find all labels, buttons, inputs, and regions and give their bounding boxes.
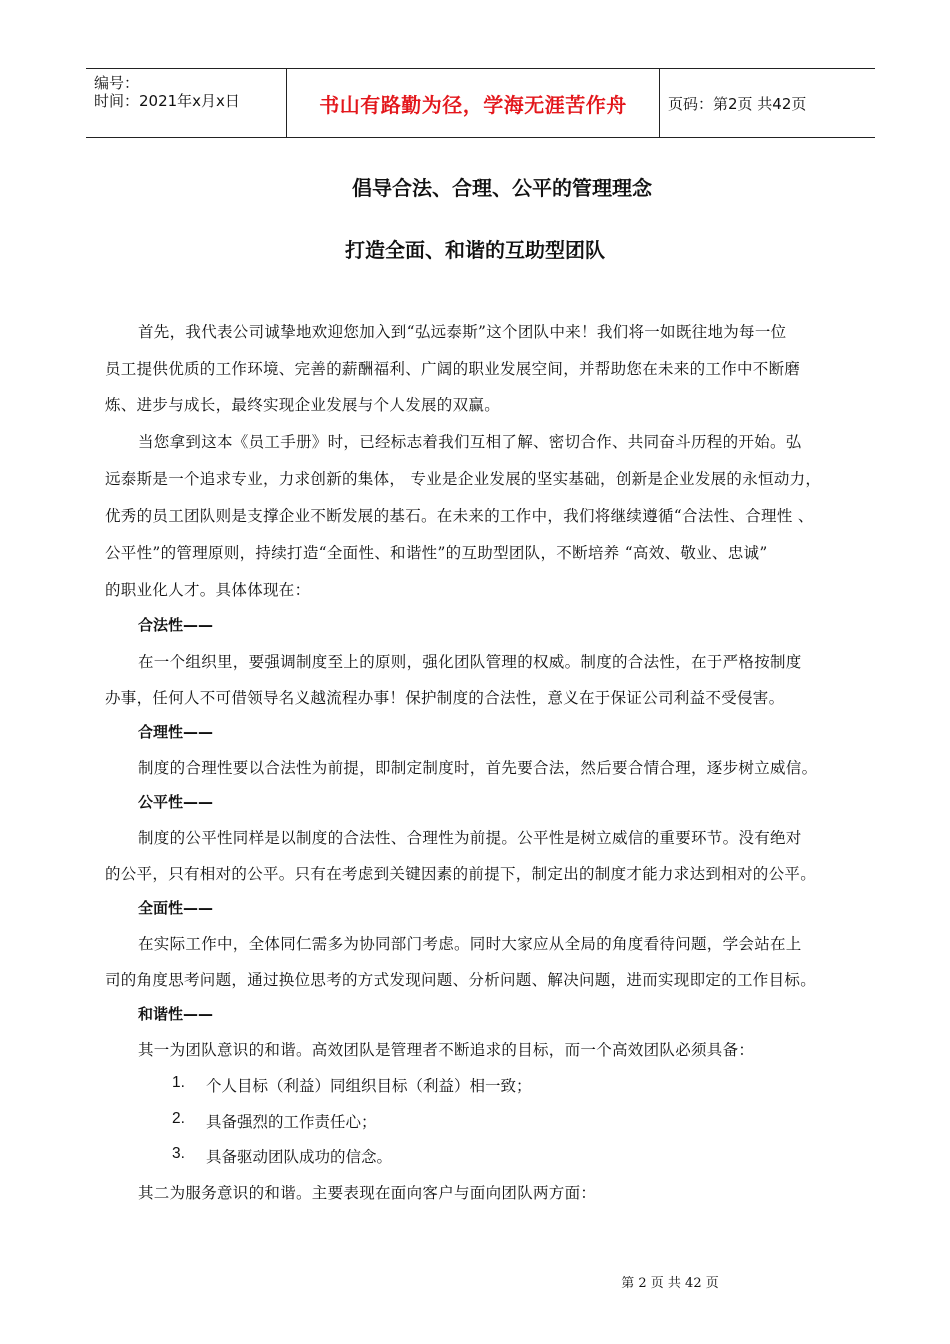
section-heading-legality: 合法性—— [138,616,214,634]
paragraph-line: 司的角度思考问题，通过换位思考的方式发现问题、分析问题、解决问题，进而实现即定的工作目标。 [105,971,817,989]
paragraph-line: 在实际工作中，全体同仁需多为协同部门考虑。同时大家应从全局的角度看待问题，学会站在上 [138,935,802,953]
list-item-text: 具备强烈的工作责任心； [206,1113,377,1131]
document-header [86,68,875,138]
paragraph-line: 首先，我代表公司诚挚地欢迎您加入到“弘远泰斯”这个团队中来！我们将一如既往地为每一位 [138,323,787,341]
section-heading-rationality: 合理性—— [138,723,214,741]
paragraph-line: 其一为团队意识的和谐。高效团队是管理者不断追求的目标，而一个高效团队必须具备： [138,1041,755,1059]
paragraph-line: 制度的公平性同样是以制度的合法性、合理性为前提。公平性是树立威信的重要环节。没有绝对 [138,829,802,847]
header-meta-cell [86,69,286,137]
paragraph-line: 其二为服务意识的和谐。主要表现在面向客户与面向团队两方面： [138,1184,597,1202]
list-item-text: 具备驱动团队成功的信念。 [206,1148,393,1166]
list-item-number: 1. [172,1074,185,1091]
document-number-label: 编号： [94,74,140,92]
section-heading-comprehensiveness: 全面性—— [138,899,214,917]
paragraph-line: 的公平，只有相对的公平。只有在考虑到关键因素的前提下，制定出的制度才能力求达到相对的公平。 [105,865,817,883]
list-item-number: 2. [172,1110,185,1127]
list-item-text: 个人目标（利益）同组织目标（利益）相一致； [206,1077,532,1095]
page-footer: 第 2 页 共 42 页 [621,1276,719,1291]
paragraph-line: 的职业化人才。具体体现在： [105,581,311,599]
header-motto-cell [286,69,660,137]
paragraph-line: 员工提供优质的工作环境、完善的薪酬福利、广阔的职业发展空间，并帮助您在未来的工作中不断磨 [105,360,801,378]
list-item-number: 3. [172,1145,185,1162]
paragraph-line: 在一个组织里，要强调制度至上的原则，强化团队管理的权威。制度的合法性，在于严格按制度 [138,653,802,671]
paragraph-line: 优秀的员工团队则是支撑企业不断发展的基石。在未来的工作中，我们将继续遵循“合法性、合理性 、 [105,507,814,525]
header-page-code: 页码：第2页 共42页 [668,94,807,113]
section-heading-fairness: 公平性—— [138,793,214,811]
header-page-cell [660,69,875,137]
paragraph-line: 远泰斯是一个追求专业，力求创新的集体， 专业是企业发展的坚实基础，创新是企业发展的永恒动力， [105,470,822,488]
document-time-label: 时间：2021年x月x日 [94,92,240,110]
paragraph-line: 制度的合理性要以合法性为前提，即制定制度时，首先要合法，然后要合情合理，逐步树立威信。 [138,759,818,777]
document-title-line-2: 打造全面、和谐的互助型团队 [345,238,605,262]
paragraph-line: 公平性”的管理原则，持续打造“全面性、和谐性”的互助型团队，不断培养 “高效、敬业、忠诚” [105,544,768,562]
section-heading-harmony: 和谐性—— [138,1005,214,1023]
paragraph-line: 办事，任何人不可借领导名义越流程办事！保护制度的合法性，意义在于保证公司利益不受侵害。 [105,689,785,707]
paragraph-line: 当您拿到这本《员工手册》时，已经标志着我们互相了解、密切合作、共同奋斗历程的开始。弘 [138,433,802,451]
document-title-line-1: 倡导合法、合理、公平的管理理念 [352,176,652,200]
paragraph-line: 炼、进步与成长，最终实现企业发展与个人发展的双赢。 [105,396,501,414]
header-motto: 书山有路勤为径，学海无涯苦作舟 [319,92,627,117]
